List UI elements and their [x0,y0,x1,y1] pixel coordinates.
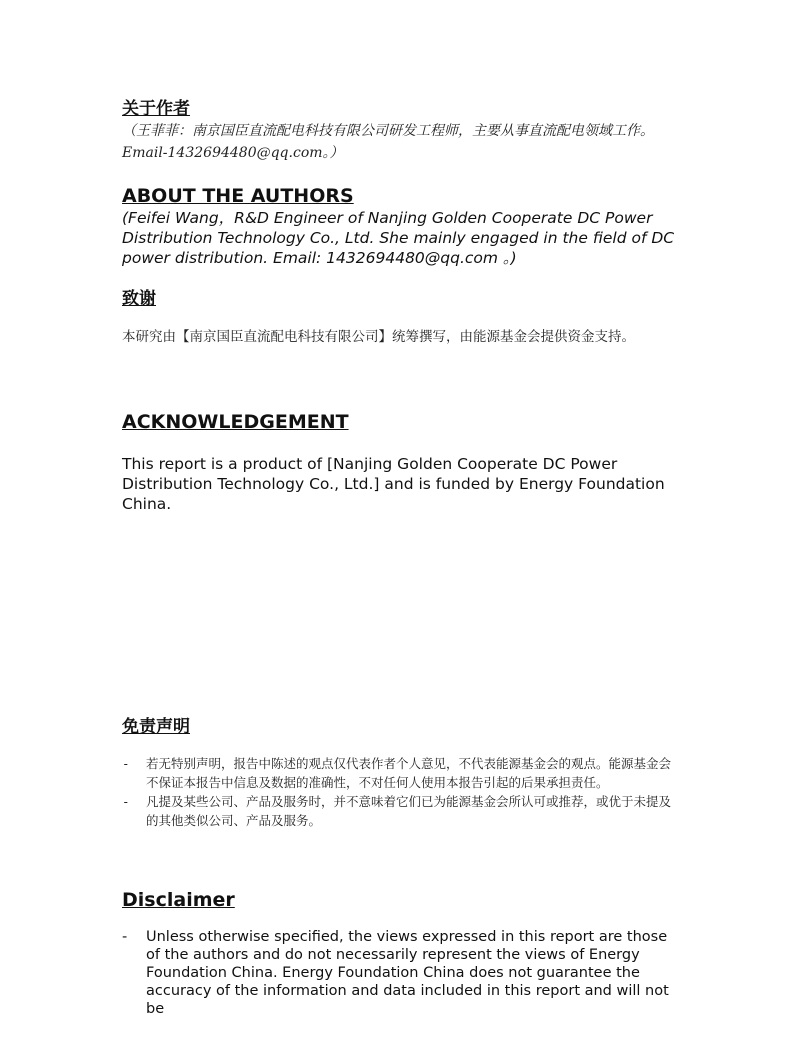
disclaimer-cn-list [122,754,682,830]
acknowledgement-en-heading: ACKNOWLEDGEMENT [122,411,349,433]
list-item [122,754,682,792]
disclaimer-en-item-1: Unless otherwise specified, the views expressed in this report are those of the authors and do not necessarily represent the views of Energy Foundation China. Energy Foundation China does not guarantee the accuracy of the information and data included in this report and will not be [146,929,669,1017]
acknowledgement-en-body: This report is a product of [Nanjing Golden Cooperate DC Power Distribution Technology Co., Ltd.] and is funded by Energy Foundation China. [122,455,665,513]
bullet-dash: - [122,929,128,945]
disclaimer-cn-heading: 免责声明 [122,717,190,737]
disclaimer-cn-section [122,716,682,830]
bullet-dash: - [122,756,130,771]
about-authors-cn-body: （王菲菲：南京国臣直流配电科技有限公司研发工程师，主要从事直流配电领域工作。Email-1432694480@qq.com。） [122,123,654,161]
about-authors-en-body: (Feifei Wang，R&D Engineer of Nanjing Golden Cooperate DC Power Distribution Technology Co., Ltd. She mainly engaged in the field of DC power distribution. Email: 1432694480@qq.com 。) [122,209,675,267]
acknowledgement-en-section [122,410,682,514]
disclaimer-cn-item-1: 若无特别声明，报告中陈述的观点仅代表作者个人意见，不代表能源基金会的观点。能源基金会不保证本报告中信息及数据的准确性，不对任何人使用本报告引起的后果承担责任。 [146,756,672,790]
disclaimer-en-heading: Disclaimer [122,889,235,911]
disclaimer-en-section [122,888,682,1018]
list-item [122,928,682,1018]
list-item [122,792,682,830]
about-authors-cn-heading: 关于作者 [122,99,190,119]
acknowledgement-cn-section [122,288,682,348]
disclaimer-en-list [122,928,682,1018]
acknowledgement-cn-heading: 致谢 [122,289,156,309]
about-authors-en-section [122,184,682,268]
about-authors-cn-section [122,98,682,164]
disclaimer-cn-item-2: 凡提及某些公司、产品及服务时，并不意味着它们已为能源基金会所认可或推荐，或优于未提及的其他类似公司、产品及服务。 [146,794,672,828]
acknowledgement-cn-body: 本研究由【南京国臣直流配电科技有限公司】统筹撰写，由能源基金会提供资金支持。 [122,329,635,345]
bullet-dash: - [122,794,130,809]
about-authors-en-heading: ABOUT THE AUTHORS [122,185,354,207]
